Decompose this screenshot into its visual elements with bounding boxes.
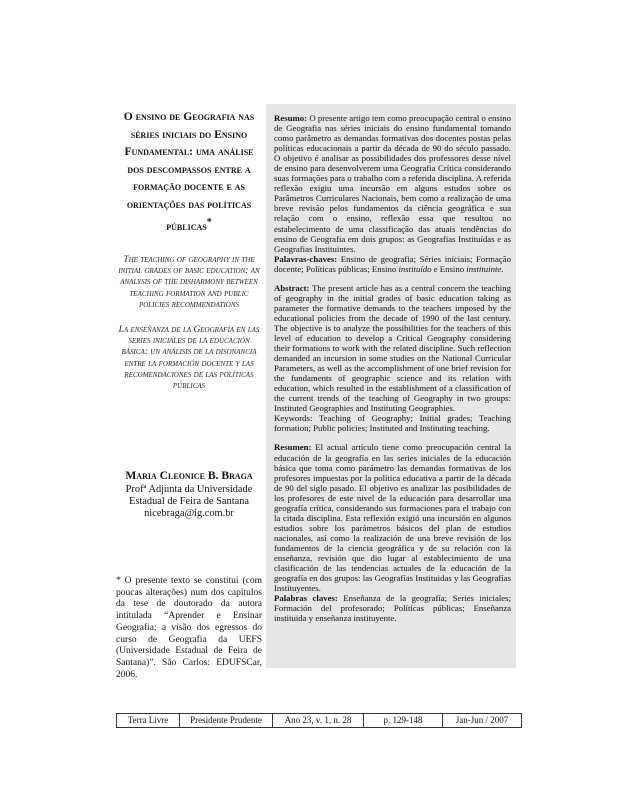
title-footnote-marker: * xyxy=(206,216,212,228)
abstract-es xyxy=(274,442,511,593)
abstract-es-text: El actual artículo tiene como preocupación central la educación de la geografía en las series iniciales de la educación básica que toma como parámetro las demandas formativas de los profesores impuestas por la política educativa a partir de la década de 90 del siglo pasado. El objetivo es analizar las posibilidades de los profesores de este nivel de la educación para desarrollar una geografía crítica, considerando sus formaciones para el trabajo con la citada disciplina. Esta reflexión exigió una incursión en algunos estudios sobre los parámetros básicos del plan de estudios nacionales, así como la realización de una breve revisión de los fundamentos de la ciencia geográfica y de su relación con la enseñanza, revisión que dio lugar al establecimiento de una clasificación de las tendencias actuales de la educación de la geografía en dos grupos: las Geografías Instituidas y las Geografías Instituyentes. xyxy=(274,442,511,594)
abstract-en xyxy=(274,283,511,414)
article-title-en: The teaching of geography in the initial grades of basic education: an analysis of the disharmony between teaching formation and public policies recommendations xyxy=(118,255,260,310)
title-block xyxy=(116,108,262,392)
keywords-en: Keywords: Teaching of Geography; Initial grades; Teaching formation; Public policies; Instituted and Instituting teaching. xyxy=(274,413,511,434)
keywords-pt-label: Palavras-chaves: xyxy=(274,253,338,264)
author-affiliation-2: Estadual de Feira de Santana xyxy=(128,496,250,508)
article-title-pt xyxy=(116,108,262,235)
keywords-pt-end: . xyxy=(501,263,504,274)
keywords-es-text: Enseñanza de la geografía; Series iniciales; Formación del profesorado; Políticas públicas; Enseñanza instituida y enseñanza instituyente. xyxy=(274,593,512,624)
footnote: * O presente texto se constitui (com poucas alterações) num dos capítulos da tese de doutorado da autora intitulada “Aprender e Ensinar Geografia: a visão dos egressos do curso de Geografia da UEFS (Universidade Estadual de Feira de Santana)”. São Carlos: EDUFSCar, 2006. xyxy=(116,576,262,680)
footer-date: Jan-Jun / 2007 xyxy=(455,715,509,725)
abstract-en-label: Abstract: xyxy=(274,282,310,293)
abstract-pt-text: O presente artigo tem como preocupação central o ensino de Geografia nas séries iniciais do ensino fundamental tomando como parâmetro as demandas formativas dos docentes postas pelas políticas educacionais a partir da década de 90 do século passado. O objetivo é analisar as possibilidades dos professores desse nível de ensino para desenvolverem uma Geografia Crítica considerando suas formações para o trabalho com a referida disciplina. A referida reflexão exigiu uma incursão em alguns estudos sobre os Parâmetros Curriculares Nacionais, bem como a realização de uma breve revisão pelos fundamentos da ciência geográfica e sua relação com o ensino, reflexão essa que resultou no estabelecimento de uma classificação das atuais tendências do ensino de Geografia em dois grupos: as Geografias Instituídas e as Geografias Instituintes. xyxy=(274,113,511,254)
abstract-panel xyxy=(266,104,516,668)
author-block xyxy=(116,467,262,521)
author-email: nicebraga@ig.com.br xyxy=(144,508,234,520)
abstract-pt xyxy=(274,113,511,254)
page-footer xyxy=(116,713,522,728)
keywords-pt-text: Ensino de geografia; Séries iniciais; Formação docente; Políticas públicas; Ensino xyxy=(274,253,511,274)
abstract-es-label: Resumen: xyxy=(274,442,312,453)
keywords-pt-italic-2: instituinte xyxy=(466,263,502,274)
author-affiliation-1: Profª Adjunta da Universidade xyxy=(125,484,253,495)
footer-city: Presidente Prudente xyxy=(180,714,273,727)
keywords-es xyxy=(274,593,511,623)
keywords-pt-mid: e Ensino xyxy=(431,263,467,274)
abstract-pt-label: Resumo: xyxy=(274,113,308,123)
keywords-es-label: Palabras claves: xyxy=(274,593,338,604)
footer-journal: Terra Livre xyxy=(117,714,180,727)
author-name: Maria Cleonice B. Braga xyxy=(125,469,253,482)
keywords-pt xyxy=(274,254,511,274)
abstract-en-text: The present article has as a central concern the teaching of geography in the initial grades of basic education taking as parameter the formative demands to the teachers imposed by the educational policies from the decade of 1990 of the last century. The objective is to analyze the possibilities for the teachers of this level of education to develop a Critical Geography considering their formations to work with the related discipline. Such reflection demanded an incursion in some studies on the National Curricular Parameters, as well as the accomplishment of one brief revision for the fundaments of geographic science and its relation with education, which resulted in the establishment of a classification of the current trends of the teaching of Geography in two groups: Instituted Geographies and Instituting Geographies. xyxy=(274,282,511,414)
footer-volume: Ano 23, v. 1, n. 28 xyxy=(273,714,364,727)
keywords-pt-italic-1: instituído xyxy=(398,263,432,274)
article-title-es: La enseñanza de la Geografía en las series iniciales de la educación básica: un análisis de la disonancia entre la formación docente y las recomendaciones de las políticas públicas xyxy=(118,325,260,392)
footer-pages: p. 129-148 xyxy=(364,714,443,727)
article-title-pt-text: O ensino de Geografia nas séries iniciais do Ensino Fundamental: uma análise dos descompassos entre a formação docente e as orientações das políticas públicas xyxy=(123,110,255,233)
